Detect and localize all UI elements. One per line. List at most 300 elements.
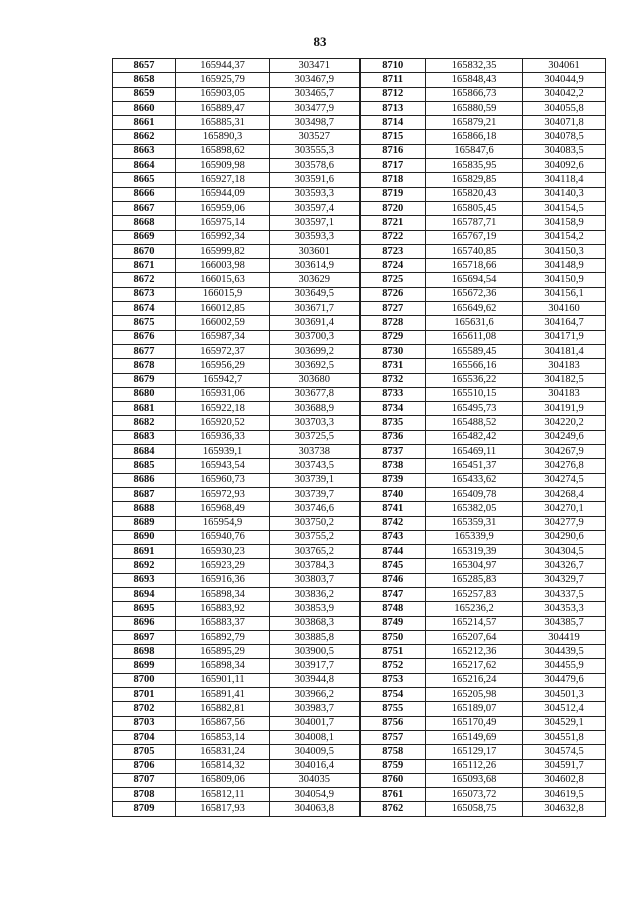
point-number-right-cell: 8723 [360,244,426,258]
x-coordinate-left-cell: 165954,9 [176,516,270,530]
y-coordinate-left-cell: 303649,5 [270,287,360,301]
x-coordinate-right-cell: 165129,17 [426,745,523,759]
y-coordinate-left-cell: 303853,9 [270,602,360,616]
table-row [113,545,606,559]
x-coordinate-left-cell: 166015,63 [176,273,270,287]
table-row [113,530,606,544]
table-row [113,430,606,444]
x-coordinate-left-cell: 165936,33 [176,430,270,444]
x-coordinate-left-cell: 165831,24 [176,745,270,759]
y-coordinate-right-cell: 304455,9 [523,659,606,673]
y-coordinate-left-cell: 303527 [270,130,360,144]
point-number-left-cell: 8665 [113,173,176,187]
point-number-right-cell: 8758 [360,745,426,759]
y-coordinate-left-cell: 303692,5 [270,359,360,373]
x-coordinate-right-cell: 165880,59 [426,101,523,115]
y-coordinate-right-cell: 304632,8 [523,802,606,816]
y-coordinate-left-cell: 304063,8 [270,802,360,816]
x-coordinate-left-cell: 165885,31 [176,116,270,130]
y-coordinate-left-cell: 303703,3 [270,416,360,430]
y-coordinate-right-cell: 304353,3 [523,602,606,616]
x-coordinate-right-cell: 165469,11 [426,445,523,459]
point-number-right-cell: 8736 [360,430,426,444]
table-row [113,273,606,287]
x-coordinate-left-cell: 165867,56 [176,716,270,730]
x-coordinate-right-cell: 165319,39 [426,545,523,559]
point-number-left-cell: 8708 [113,788,176,802]
x-coordinate-right-cell: 165170,49 [426,716,523,730]
y-coordinate-right-cell: 304619,5 [523,788,606,802]
point-number-left-cell: 8670 [113,244,176,258]
table-row [113,473,606,487]
x-coordinate-right-cell: 165820,43 [426,187,523,201]
table-row [113,502,606,516]
table-row [113,373,606,387]
point-number-right-cell: 8724 [360,259,426,273]
y-coordinate-left-cell: 303803,7 [270,573,360,587]
point-number-right-cell: 8735 [360,416,426,430]
y-coordinate-left-cell: 303597,4 [270,201,360,215]
y-coordinate-left-cell: 303983,7 [270,702,360,716]
y-coordinate-right-cell: 304140,3 [523,187,606,201]
y-coordinate-right-cell: 304118,4 [523,173,606,187]
y-coordinate-right-cell: 304591,7 [523,759,606,773]
y-coordinate-left-cell: 303677,8 [270,387,360,401]
x-coordinate-left-cell: 165812,11 [176,788,270,802]
point-number-left-cell: 8676 [113,330,176,344]
x-coordinate-right-cell: 165073,72 [426,788,523,802]
y-coordinate-right-cell: 304419 [523,630,606,644]
x-coordinate-right-cell: 165207,64 [426,630,523,644]
point-number-right-cell: 8717 [360,159,426,173]
point-number-left-cell: 8696 [113,616,176,630]
point-number-right-cell: 8710 [360,59,426,73]
y-coordinate-right-cell: 304154,2 [523,230,606,244]
y-coordinate-right-cell: 304183 [523,359,606,373]
point-number-right-cell: 8755 [360,702,426,716]
point-number-left-cell: 8658 [113,73,176,87]
y-coordinate-left-cell: 303477,9 [270,101,360,115]
table-row [113,387,606,401]
y-coordinate-right-cell: 304150,3 [523,244,606,258]
table-row [113,602,606,616]
point-number-right-cell: 8746 [360,573,426,587]
x-coordinate-right-cell: 165835,95 [426,159,523,173]
x-coordinate-right-cell: 165866,73 [426,87,523,101]
point-number-right-cell: 8738 [360,459,426,473]
point-number-right-cell: 8716 [360,144,426,158]
x-coordinate-right-cell: 165149,69 [426,730,523,744]
x-coordinate-left-cell: 165944,37 [176,59,270,73]
table-row [113,330,606,344]
y-coordinate-left-cell: 303765,2 [270,545,360,559]
x-coordinate-right-cell: 165214,57 [426,616,523,630]
y-coordinate-right-cell: 304078,5 [523,130,606,144]
point-number-right-cell: 8734 [360,402,426,416]
x-coordinate-left-cell: 165956,29 [176,359,270,373]
table-row [113,416,606,430]
point-number-left-cell: 8672 [113,273,176,287]
y-coordinate-left-cell: 303885,8 [270,630,360,644]
point-number-left-cell: 8703 [113,716,176,730]
point-number-right-cell: 8711 [360,73,426,87]
x-coordinate-left-cell: 165891,41 [176,688,270,702]
y-coordinate-left-cell: 303593,3 [270,187,360,201]
point-number-left-cell: 8704 [113,730,176,744]
point-number-left-cell: 8664 [113,159,176,173]
table-row [113,230,606,244]
y-coordinate-right-cell: 304171,9 [523,330,606,344]
point-number-left-cell: 8677 [113,344,176,358]
y-coordinate-left-cell: 303868,3 [270,616,360,630]
x-coordinate-right-cell: 165767,19 [426,230,523,244]
point-number-right-cell: 8741 [360,502,426,516]
table-row [113,187,606,201]
point-number-left-cell: 8669 [113,230,176,244]
x-coordinate-left-cell: 165959,06 [176,201,270,215]
y-coordinate-left-cell: 303725,5 [270,430,360,444]
x-coordinate-left-cell: 165901,11 [176,673,270,687]
x-coordinate-left-cell: 166015,9 [176,287,270,301]
point-number-right-cell: 8731 [360,359,426,373]
x-coordinate-right-cell: 165832,35 [426,59,523,73]
x-coordinate-right-cell: 165216,24 [426,673,523,687]
y-coordinate-right-cell: 304154,5 [523,201,606,215]
point-number-right-cell: 8740 [360,487,426,501]
y-coordinate-right-cell: 304270,1 [523,502,606,516]
point-number-left-cell: 8700 [113,673,176,687]
y-coordinate-left-cell: 303629 [270,273,360,287]
y-coordinate-left-cell: 303784,3 [270,559,360,573]
y-coordinate-left-cell: 303680 [270,373,360,387]
point-number-left-cell: 8662 [113,130,176,144]
point-number-left-cell: 8683 [113,430,176,444]
point-number-left-cell: 8685 [113,459,176,473]
point-number-left-cell: 8668 [113,216,176,230]
point-number-left-cell: 8679 [113,373,176,387]
x-coordinate-right-cell: 165488,52 [426,416,523,430]
x-coordinate-right-cell: 165879,21 [426,116,523,130]
table-row [113,645,606,659]
x-coordinate-right-cell: 165304,97 [426,559,523,573]
y-coordinate-left-cell: 303498,7 [270,116,360,130]
x-coordinate-right-cell: 165409,78 [426,487,523,501]
y-coordinate-right-cell: 304061 [523,59,606,73]
x-coordinate-right-cell: 165382,05 [426,502,523,516]
x-coordinate-left-cell: 165987,34 [176,330,270,344]
y-coordinate-left-cell: 303917,7 [270,659,360,673]
y-coordinate-right-cell: 304055,8 [523,101,606,115]
table-row [113,59,606,73]
y-coordinate-left-cell: 303688,9 [270,402,360,416]
y-coordinate-left-cell: 303691,4 [270,316,360,330]
x-coordinate-left-cell: 165853,14 [176,730,270,744]
point-number-left-cell: 8686 [113,473,176,487]
y-coordinate-right-cell: 304274,5 [523,473,606,487]
point-number-left-cell: 8657 [113,59,176,73]
x-coordinate-right-cell: 165433,62 [426,473,523,487]
x-coordinate-left-cell: 165925,79 [176,73,270,87]
table-row [113,201,606,215]
x-coordinate-right-cell: 165058,75 [426,802,523,816]
point-number-right-cell: 8729 [360,330,426,344]
y-coordinate-left-cell: 303614,9 [270,259,360,273]
point-number-right-cell: 8751 [360,645,426,659]
point-number-left-cell: 8687 [113,487,176,501]
page-number: 83 [313,34,327,49]
x-coordinate-left-cell: 165944,09 [176,187,270,201]
point-number-left-cell: 8671 [113,259,176,273]
table-row [113,730,606,744]
table-row [113,630,606,644]
table-row [113,402,606,416]
point-number-left-cell: 8689 [113,516,176,530]
y-coordinate-left-cell: 304016,4 [270,759,360,773]
table-row [113,344,606,358]
point-number-left-cell: 8709 [113,802,176,816]
point-number-left-cell: 8681 [113,402,176,416]
x-coordinate-right-cell: 165482,42 [426,430,523,444]
table-row [113,302,606,316]
point-number-right-cell: 8748 [360,602,426,616]
y-coordinate-right-cell: 304385,7 [523,616,606,630]
y-coordinate-right-cell: 304220,2 [523,416,606,430]
y-coordinate-left-cell: 303900,5 [270,645,360,659]
point-number-right-cell: 8752 [360,659,426,673]
point-number-right-cell: 8739 [360,473,426,487]
point-number-left-cell: 8701 [113,688,176,702]
x-coordinate-left-cell: 165916,36 [176,573,270,587]
y-coordinate-right-cell: 304160 [523,302,606,316]
table-row [113,316,606,330]
x-coordinate-right-cell: 165212,36 [426,645,523,659]
table-row [113,788,606,802]
y-coordinate-left-cell: 303671,7 [270,302,360,316]
x-coordinate-right-cell: 165285,83 [426,573,523,587]
y-coordinate-right-cell: 304512,4 [523,702,606,716]
x-coordinate-left-cell: 165930,23 [176,545,270,559]
y-coordinate-right-cell: 304071,8 [523,116,606,130]
x-coordinate-left-cell: 165922,18 [176,402,270,416]
point-number-left-cell: 8663 [113,144,176,158]
x-coordinate-left-cell: 165942,7 [176,373,270,387]
table-row [113,702,606,716]
x-coordinate-left-cell: 165817,93 [176,802,270,816]
y-coordinate-right-cell: 304182,5 [523,373,606,387]
x-coordinate-left-cell: 165909,98 [176,159,270,173]
point-number-right-cell: 8749 [360,616,426,630]
y-coordinate-right-cell: 304156,1 [523,287,606,301]
table-row [113,159,606,173]
x-coordinate-right-cell: 165451,37 [426,459,523,473]
y-coordinate-right-cell: 304602,8 [523,773,606,787]
x-coordinate-right-cell: 165631,6 [426,316,523,330]
table-row [113,173,606,187]
point-number-right-cell: 8756 [360,716,426,730]
table-row [113,359,606,373]
x-coordinate-right-cell: 165848,43 [426,73,523,87]
x-coordinate-left-cell: 165883,92 [176,602,270,616]
y-coordinate-left-cell: 303746,6 [270,502,360,516]
point-number-right-cell: 8754 [360,688,426,702]
point-number-right-cell: 8718 [360,173,426,187]
point-number-left-cell: 8673 [113,287,176,301]
table-row [113,587,606,601]
table-row [113,87,606,101]
x-coordinate-left-cell: 165898,34 [176,587,270,601]
x-coordinate-right-cell: 165093,68 [426,773,523,787]
y-coordinate-left-cell: 303591,6 [270,173,360,187]
x-coordinate-right-cell: 165566,16 [426,359,523,373]
y-coordinate-right-cell: 304529,1 [523,716,606,730]
x-coordinate-left-cell: 165931,06 [176,387,270,401]
y-coordinate-right-cell: 304574,5 [523,745,606,759]
y-coordinate-right-cell: 304304,5 [523,545,606,559]
x-coordinate-right-cell: 165649,62 [426,302,523,316]
point-number-right-cell: 8733 [360,387,426,401]
y-coordinate-left-cell: 303836,2 [270,587,360,601]
y-coordinate-left-cell: 303593,3 [270,230,360,244]
point-number-left-cell: 8684 [113,445,176,459]
table-row [113,116,606,130]
x-coordinate-left-cell: 165972,37 [176,344,270,358]
point-number-left-cell: 8674 [113,302,176,316]
y-coordinate-right-cell: 304148,9 [523,259,606,273]
x-coordinate-left-cell: 165892,79 [176,630,270,644]
point-number-left-cell: 8697 [113,630,176,644]
table-row [113,559,606,573]
point-number-right-cell: 8761 [360,788,426,802]
x-coordinate-right-cell: 165189,07 [426,702,523,716]
y-coordinate-right-cell: 304164,7 [523,316,606,330]
y-coordinate-left-cell: 304009,5 [270,745,360,759]
y-coordinate-right-cell: 304191,9 [523,402,606,416]
y-coordinate-left-cell: 303555,3 [270,144,360,158]
point-number-right-cell: 8719 [360,187,426,201]
table-row [113,745,606,759]
point-number-right-cell: 8726 [360,287,426,301]
point-number-right-cell: 8720 [360,201,426,215]
point-number-left-cell: 8695 [113,602,176,616]
table-row [113,459,606,473]
x-coordinate-right-cell: 165740,85 [426,244,523,258]
y-coordinate-left-cell: 303578,6 [270,159,360,173]
point-number-right-cell: 8732 [360,373,426,387]
table-row [113,130,606,144]
x-coordinate-left-cell: 165809,06 [176,773,270,787]
y-coordinate-right-cell: 304551,8 [523,730,606,744]
table-row [113,516,606,530]
x-coordinate-left-cell: 165814,32 [176,759,270,773]
table-row [113,573,606,587]
y-coordinate-right-cell: 304267,9 [523,445,606,459]
x-coordinate-right-cell: 165112,26 [426,759,523,773]
x-coordinate-left-cell: 165960,73 [176,473,270,487]
x-coordinate-left-cell: 165895,29 [176,645,270,659]
x-coordinate-right-cell: 165257,83 [426,587,523,601]
point-number-left-cell: 8661 [113,116,176,130]
point-number-right-cell: 8753 [360,673,426,687]
y-coordinate-left-cell: 303750,2 [270,516,360,530]
y-coordinate-left-cell: 303700,3 [270,330,360,344]
point-number-right-cell: 8743 [360,530,426,544]
table-row [113,716,606,730]
y-coordinate-left-cell: 303471 [270,59,360,73]
point-number-left-cell: 8694 [113,587,176,601]
x-coordinate-left-cell: 165975,14 [176,216,270,230]
y-coordinate-right-cell: 304083,5 [523,144,606,158]
point-number-right-cell: 8760 [360,773,426,787]
point-number-right-cell: 8757 [360,730,426,744]
table-row [113,244,606,258]
x-coordinate-left-cell: 165889,47 [176,101,270,115]
y-coordinate-left-cell: 303755,2 [270,530,360,544]
point-number-right-cell: 8714 [360,116,426,130]
x-coordinate-left-cell: 166003,98 [176,259,270,273]
x-coordinate-left-cell: 165972,93 [176,487,270,501]
x-coordinate-left-cell: 165940,76 [176,530,270,544]
table-row [113,144,606,158]
y-coordinate-right-cell: 304150,9 [523,273,606,287]
y-coordinate-left-cell: 303944,8 [270,673,360,687]
table-row [113,802,606,816]
point-number-left-cell: 8692 [113,559,176,573]
y-coordinate-left-cell: 303467,9 [270,73,360,87]
point-number-right-cell: 8713 [360,101,426,115]
x-coordinate-left-cell: 165898,34 [176,659,270,673]
point-number-left-cell: 8680 [113,387,176,401]
point-number-left-cell: 8678 [113,359,176,373]
y-coordinate-left-cell: 304035 [270,773,360,787]
x-coordinate-right-cell: 165589,45 [426,344,523,358]
table-row [113,73,606,87]
point-number-right-cell: 8762 [360,802,426,816]
point-number-left-cell: 8667 [113,201,176,215]
y-coordinate-right-cell: 304183 [523,387,606,401]
x-coordinate-left-cell: 165968,49 [176,502,270,516]
y-coordinate-right-cell: 304439,5 [523,645,606,659]
point-number-left-cell: 8705 [113,745,176,759]
y-coordinate-right-cell: 304268,4 [523,487,606,501]
y-coordinate-right-cell: 304249,6 [523,430,606,444]
point-number-left-cell: 8675 [113,316,176,330]
y-coordinate-right-cell: 304329,7 [523,573,606,587]
point-number-left-cell: 8659 [113,87,176,101]
point-number-right-cell: 8728 [360,316,426,330]
point-number-left-cell: 8660 [113,101,176,115]
point-number-right-cell: 8750 [360,630,426,644]
table-body [113,59,606,817]
y-coordinate-right-cell: 304290,6 [523,530,606,544]
y-coordinate-right-cell: 304181,4 [523,344,606,358]
x-coordinate-right-cell: 165694,54 [426,273,523,287]
table-row [113,759,606,773]
point-number-left-cell: 8691 [113,545,176,559]
y-coordinate-left-cell: 304054,9 [270,788,360,802]
table-row [113,216,606,230]
point-number-left-cell: 8706 [113,759,176,773]
x-coordinate-left-cell: 166002,59 [176,316,270,330]
x-coordinate-left-cell: 165903,05 [176,87,270,101]
y-coordinate-right-cell: 304158,9 [523,216,606,230]
x-coordinate-left-cell: 165943,54 [176,459,270,473]
point-number-left-cell: 8702 [113,702,176,716]
point-number-right-cell: 8725 [360,273,426,287]
x-coordinate-left-cell: 165939,1 [176,445,270,459]
table-row [113,101,606,115]
x-coordinate-left-cell: 165923,29 [176,559,270,573]
x-coordinate-right-cell: 165829,85 [426,173,523,187]
